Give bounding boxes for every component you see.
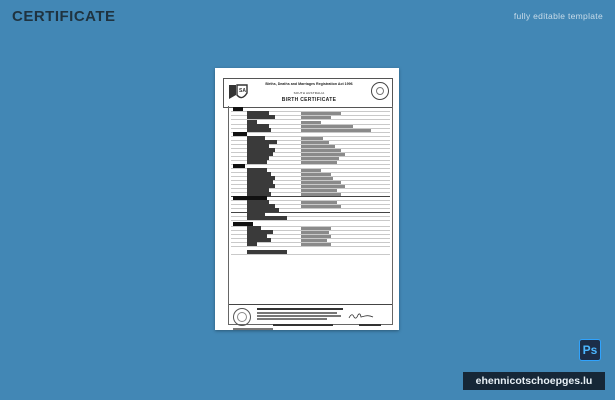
footer-text-line [233,328,273,330]
form-row-label [233,222,253,226]
form-row-label [247,250,287,254]
svg-text:SA: SA [239,88,246,94]
certificate-header [223,78,393,108]
form-row-value [301,243,331,246]
form-row-label [233,132,247,136]
seal-icon [371,82,389,100]
certificate-form [228,106,393,325]
form-row-label [233,196,267,200]
form-row-label [247,242,257,246]
schedule-label: SOUTH AUSTRALIA [293,91,325,95]
form-row-label [247,216,287,220]
footer-text-line [257,308,343,310]
footer-text-line [257,312,337,314]
form-row [231,216,390,221]
page-heading: CERTIFICATE [12,8,116,25]
footer-text-line [257,315,341,317]
form-row [231,242,390,247]
certificate-title: BIRTH CERTIFICATE [281,97,337,103]
signature-icon [347,311,375,321]
photoshop-icon: Ps [579,339,601,361]
certificate-footer [229,304,392,333]
footer-text-line [359,324,381,326]
footer-text-line [273,324,333,326]
page-tagline: fully editable template [513,11,603,21]
form-row-label [233,164,245,168]
form-row-value [301,116,331,119]
certificate-document [215,68,399,330]
emblem-logo-icon [226,81,250,105]
website-badge[interactable]: ehennicotschoepges.lu [463,372,605,390]
footer-text-line [257,318,327,320]
form-row-label [247,115,275,119]
form-row [231,250,390,255]
form-row-label [233,107,243,111]
act-title: Births, Deaths and Marriages Registration Act 1996 [265,82,353,86]
seal-icon [233,308,251,326]
